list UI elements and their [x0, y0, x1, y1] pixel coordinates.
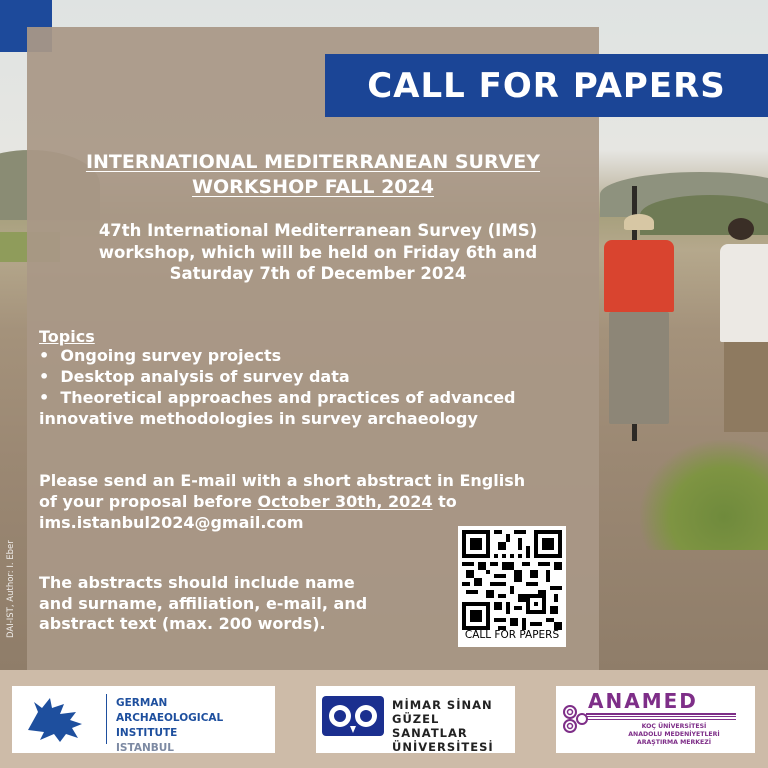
submission-prefix: of your proposal before — [39, 492, 258, 511]
banner-title: CALL FOR PAPERS — [367, 65, 726, 106]
msgsu-logo[interactable] — [316, 686, 515, 753]
intro-line: Saturday 7th of December 2024 — [169, 264, 467, 283]
abstract-line: The abstracts should include name — [39, 573, 355, 592]
person-trousers — [724, 342, 768, 432]
dai-logo[interactable] — [12, 686, 275, 753]
dai-name-line: ARCHAEOLOGICAL INSTITUTE — [116, 712, 224, 739]
call-for-papers-banner — [325, 54, 768, 117]
abstract-line: abstract text (max. 200 words). — [39, 614, 326, 633]
topic-item: • Desktop analysis of survey data — [39, 367, 350, 386]
abstract-requirements — [39, 573, 439, 635]
topics-list — [39, 345, 599, 429]
topic-item-continued: innovative methodologies in survey archaeology — [39, 409, 478, 428]
workshop-title-line: WORKSHOP FALL 2024 — [192, 176, 434, 198]
anamed-subtitle-line: ARAŞTIRMA MERKEZİ — [636, 739, 712, 746]
dai-name — [116, 696, 275, 756]
qr-code-image — [462, 530, 562, 630]
workshop-title — [40, 150, 586, 200]
spiral-icon — [562, 702, 588, 738]
submission-suffix: to — [432, 492, 457, 511]
intro-line: 47th International Mediterranean Survey (IMS) — [98, 221, 538, 240]
dai-name-line: GERMAN — [116, 697, 168, 709]
logo-divider — [106, 694, 107, 744]
qr-caption: CALL FOR PAPERS — [464, 629, 560, 641]
topics-heading: Topics — [39, 327, 95, 346]
background-grass — [640, 440, 768, 550]
deadline-date: October 30th, 2024 — [257, 492, 433, 511]
surveyor-hat — [624, 214, 654, 230]
submission-line — [39, 491, 599, 512]
abstract-line: and surname, affiliation, e-mail, and — [39, 593, 368, 613]
anamed-subtitle-line: ANADOLU MEDENİYETLERİ — [628, 731, 720, 738]
griffin-icon — [20, 690, 100, 750]
person-shirt — [720, 244, 768, 342]
submission-line: Please send an E-mail with a short abstract in English — [39, 471, 526, 490]
topic-item: • Ongoing survey projects — [39, 346, 282, 365]
anamed-logo[interactable] — [556, 686, 755, 753]
intro-line: workshop, which will be held on Friday 6th and — [98, 242, 538, 262]
topic-item: • Theoretical approaches and practices of advanced — [39, 388, 516, 407]
qr-code[interactable] — [458, 526, 566, 647]
workshop-intro — [45, 220, 591, 285]
msgsu-name-line: ÜNİVERSİTESİ — [392, 740, 494, 754]
msgsu-name — [392, 698, 515, 754]
workshop-title-line: INTERNATIONAL MEDITERRANEAN SURVEY — [85, 151, 541, 173]
anamed-stripes — [586, 713, 736, 721]
anamed-subtitle — [604, 723, 744, 747]
anamed-subtitle-line: KOÇ ÜNİVERSİTESİ — [641, 723, 707, 730]
submission-instructions — [39, 470, 599, 533]
surveyor-shirt — [604, 240, 674, 312]
photo-credit — [6, 626, 16, 638]
anamed-name: ANAMED — [588, 689, 698, 713]
person-head — [728, 218, 754, 240]
surveyor-trousers — [609, 312, 669, 424]
msgsu-name-line: MİMAR SİNAN — [392, 698, 493, 712]
owl-icon — [322, 696, 384, 736]
msgsu-name-line: GÜZEL SANATLAR — [392, 712, 468, 740]
contact-email[interactable]: ims.istanbul2024@gmail.com — [39, 513, 304, 532]
dai-city: ISTANBUL — [116, 742, 174, 754]
